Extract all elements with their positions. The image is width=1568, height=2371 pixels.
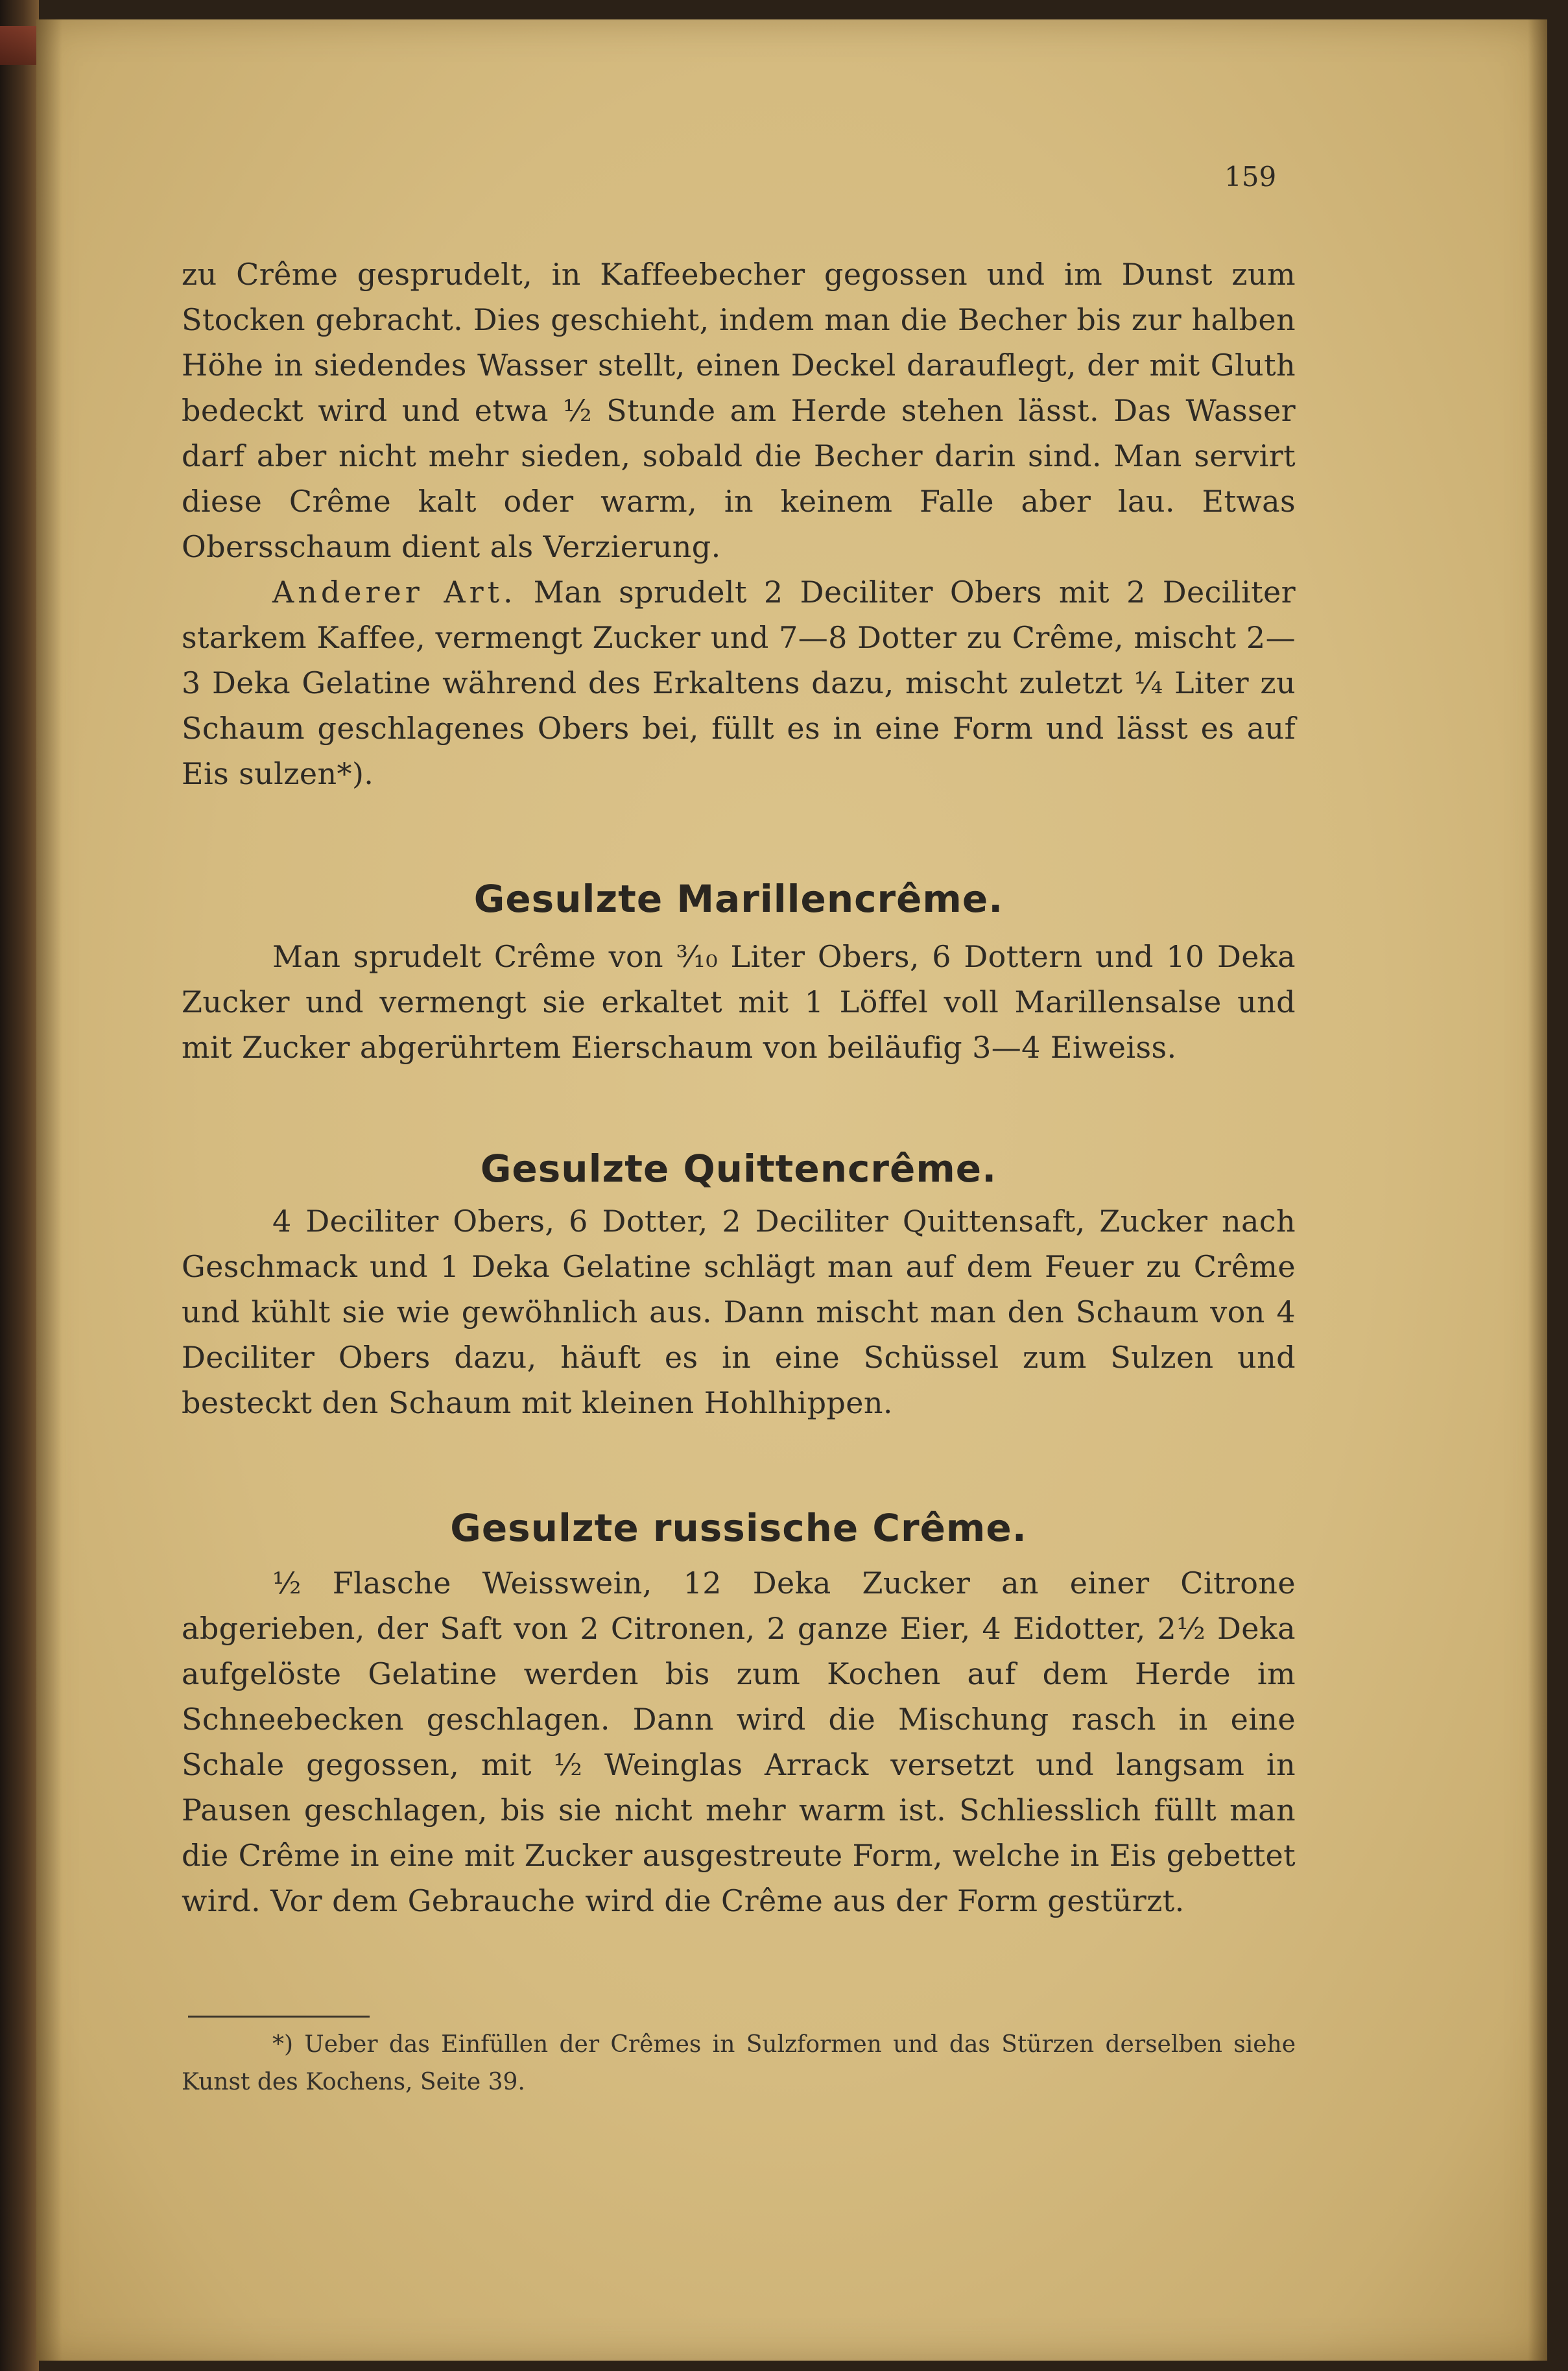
footnote-divider xyxy=(188,2016,370,2018)
paragraph-anderer-art xyxy=(182,569,1296,796)
paragraph-text: Man sprudelt Crême von ³⁄₁₀ Liter Obers, 6 Dottern und 10 Deka Zucker und vermengt sie erkaltet mit 1 Löffel voll Marillensalse und mit Zucker abgerührtem Eierschaum von beiläufig 3—4 Eiweiss. xyxy=(182,939,1296,1065)
paragraph-lead: Anderer Art. xyxy=(272,575,517,610)
section-quittencreme xyxy=(182,1198,1296,1425)
section-russische-creme xyxy=(182,1560,1296,1924)
page-edge-shadow xyxy=(1528,19,1547,2361)
paragraph-continuation xyxy=(182,252,1296,796)
footnote xyxy=(182,2026,1296,2101)
heading-marillencreme: Gesulzte Marillencrême. xyxy=(473,877,1004,921)
paragraph-text: ½ Flasche Weisswein, 12 Deka Zucker an einer Citrone abgerieben, der Saft von 2 Citronen, 2 ganze Eier, 4 Eidotter, 2½ Deka aufgelöste Gelatine werden bis zum Kochen auf dem Herde im Schneebecken geschlagen. Dann wird die Mischung rasch in eine Schale gegossen, mit ½ Weinglas Arrack versetzt und langsam in Pausen geschlagen, bis sie nicht mehr warm ist. Schliesslich füllt man die Crême in eine mit Zucker ausgestreute Form, welche in Eis gebettet wird. Vor dem Gebrauche wird die Crême aus der Form gestürzt. xyxy=(182,1566,1296,1918)
gutter-shadow xyxy=(36,19,62,2361)
book-spine xyxy=(0,0,39,2371)
page-number: 159 xyxy=(1224,161,1277,193)
paragraph-text: 4 Deciliter Obers, 6 Dotter, 2 Deciliter Quittensaft, Zucker nach Geschmack und 1 Deka Gelatine schlägt man auf dem Feuer zu Crême und kühlt sie wie gewöhnlich aus. Dann mischt man den Schaum von 4 Deciliter Obers dazu, häuft es in eine Schüssel zum Sulzen und besteckt den Schaum mit kleinen Hohlhippen. xyxy=(182,1204,1296,1420)
heading-quittencreme: Gesulzte Quittencrême. xyxy=(480,1147,997,1191)
heading-russische-creme: Gesulzte russische Crême. xyxy=(450,1506,1027,1550)
section-marillencreme xyxy=(182,934,1296,1070)
footnote-text: *) Ueber das Einfüllen der Crêmes in Sulzformen und das Stürzen derselben siehe Kunst des Kochens, Seite 39. xyxy=(182,2031,1296,2095)
paragraph-text: Man sprudelt 2 Deciliter Obers mit 2 Deciliter starkem Kaffee, vermengt Zucker und 7—8 Dotter zu Crême, mischt 2—3 Deka Gelatine während des Erkaltens dazu, mischt zuletzt ¼ Liter zu Schaum geschlagenes Obers bei, füllt es in eine Form und lässt es auf Eis sulzen*). xyxy=(182,575,1296,791)
paragraph-text: zu Crême gesprudelt, in Kaffeebecher gegossen und im Dunst zum Stocken gebracht. Dies geschieht, indem man die Becher bis zur halben Höhe in siedendes Wasser stellt, einen Deckel darauflegt, der mit Gluth bedeckt wird und etwa ½ Stunde am Herde stehen lässt. Das Wasser darf aber nicht mehr sieden, sobald die Becher darin sind. Man servirt diese Crême kalt oder warm, in keinem Falle aber lau. Etwas Obersschaum dient als Verzierung. xyxy=(182,257,1296,564)
